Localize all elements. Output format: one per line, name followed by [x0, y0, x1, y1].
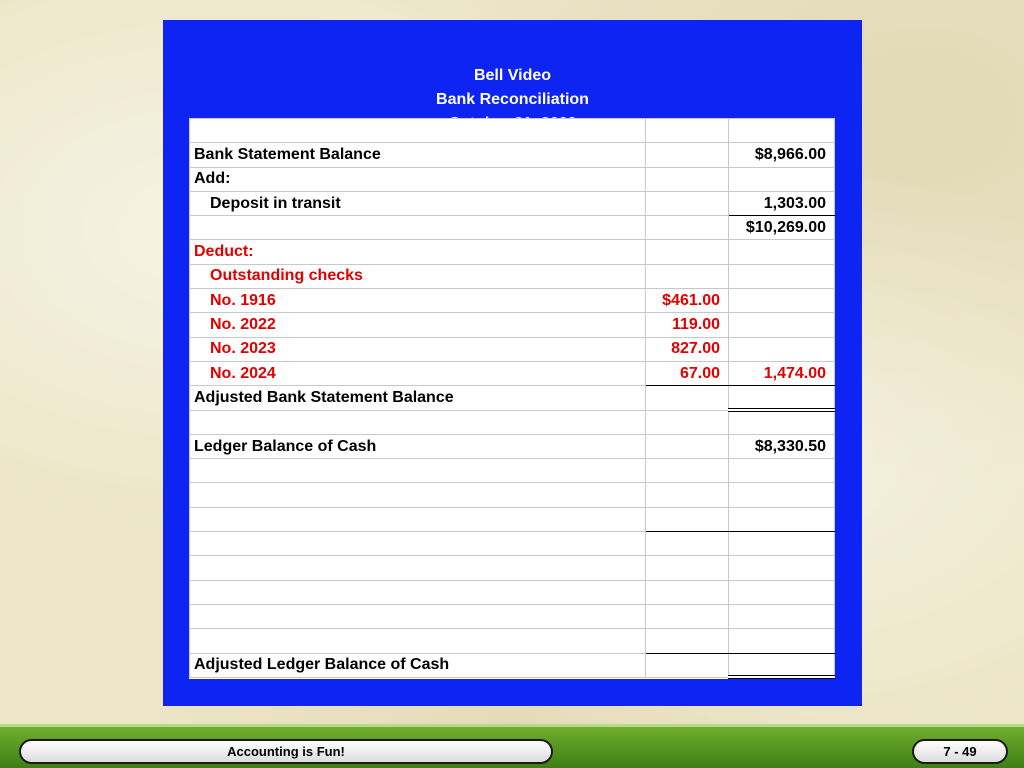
total-cell — [729, 580, 835, 604]
row-label — [190, 580, 646, 604]
row-label: Ledger Balance of Cash — [190, 434, 646, 458]
company-name: Bell Video — [473, 67, 552, 84]
total-cell — [729, 410, 835, 434]
row-label: Bank Statement Balance — [190, 143, 646, 167]
table-row — [190, 507, 835, 531]
amount-cell — [646, 532, 729, 556]
amount-cell — [646, 386, 729, 410]
total-cell: $8,330.50 — [729, 434, 835, 458]
reconciliation-table — [189, 118, 835, 679]
table-row — [190, 386, 835, 410]
row-label: Deposit in transit — [190, 191, 646, 215]
total-cell — [729, 653, 835, 677]
table-row — [190, 216, 835, 240]
table-row — [190, 410, 835, 434]
amount-cell: 119.00 — [646, 313, 729, 337]
amount-cell — [646, 434, 729, 458]
table-row — [190, 434, 835, 458]
row-label: No. 2024 — [190, 361, 646, 385]
table-row — [190, 167, 835, 191]
table-row — [190, 653, 835, 677]
report-title: Bank Reconciliation — [436, 91, 589, 108]
amount-cell — [646, 119, 729, 143]
row-label — [190, 119, 646, 143]
total-cell — [729, 119, 835, 143]
total-cell — [729, 264, 835, 288]
row-label — [190, 483, 646, 507]
total-cell — [729, 604, 835, 628]
table-row — [190, 361, 835, 385]
total-cell — [729, 386, 835, 410]
amount-cell — [646, 410, 729, 434]
table-row — [190, 483, 835, 507]
amount-cell — [646, 216, 729, 240]
total-cell — [729, 240, 835, 264]
table-row — [190, 580, 835, 604]
amount-cell — [646, 167, 729, 191]
row-label — [190, 532, 646, 556]
amount-cell — [646, 629, 729, 653]
total-cell — [729, 313, 835, 337]
total-cell — [729, 629, 835, 653]
table-row — [190, 556, 835, 580]
total-cell — [729, 459, 835, 483]
table-row — [190, 604, 835, 628]
table-row — [190, 143, 835, 167]
row-label: No. 2022 — [190, 313, 646, 337]
footer-title: Accounting is Fun! — [19, 739, 553, 764]
table-row — [190, 459, 835, 483]
total-cell: $8,966.00 — [729, 143, 835, 167]
slide-number: 7 - 49 — [912, 739, 1008, 764]
row-label — [190, 604, 646, 628]
total-cell — [729, 532, 835, 556]
row-label: Adjusted Bank Statement Balance — [190, 386, 646, 410]
table-row — [190, 532, 835, 556]
row-label — [190, 507, 646, 531]
table-row — [190, 313, 835, 337]
amount-cell — [646, 653, 729, 677]
amount-cell — [646, 507, 729, 531]
row-label — [190, 216, 646, 240]
total-cell — [729, 507, 835, 531]
row-label: Add: — [190, 167, 646, 191]
row-label: No. 2023 — [190, 337, 646, 361]
amount-cell — [646, 143, 729, 167]
row-label: No. 1916 — [190, 289, 646, 313]
table-row — [190, 191, 835, 215]
reconciliation-panel — [163, 20, 862, 706]
row-label: Deduct: — [190, 240, 646, 264]
total-cell: 1,474.00 — [729, 361, 835, 385]
row-label: Adjusted Ledger Balance of Cash — [190, 653, 646, 677]
total-cell — [729, 337, 835, 361]
amount-cell — [646, 264, 729, 288]
amount-cell: 67.00 — [646, 361, 729, 385]
table-row — [190, 119, 835, 143]
total-cell: 1,303.00 — [729, 191, 835, 215]
total-cell — [729, 483, 835, 507]
total-cell — [729, 556, 835, 580]
table-row — [190, 629, 835, 653]
amount-cell — [646, 580, 729, 604]
table-row — [190, 264, 835, 288]
total-cell — [729, 167, 835, 191]
footer-bar — [0, 724, 1024, 768]
amount-cell — [646, 556, 729, 580]
amount-cell — [646, 459, 729, 483]
total-cell: $10,269.00 — [729, 216, 835, 240]
table-row — [190, 289, 835, 313]
amount-cell — [646, 483, 729, 507]
table-row — [190, 337, 835, 361]
amount-cell: $461.00 — [646, 289, 729, 313]
table-row — [190, 240, 835, 264]
row-label — [190, 556, 646, 580]
row-label — [190, 629, 646, 653]
amount-cell — [646, 604, 729, 628]
amount-cell: 827.00 — [646, 337, 729, 361]
amount-cell — [646, 240, 729, 264]
total-cell — [729, 289, 835, 313]
row-label — [190, 459, 646, 483]
amount-cell — [646, 191, 729, 215]
row-label: Outstanding checks — [190, 264, 646, 288]
row-label — [190, 410, 646, 434]
